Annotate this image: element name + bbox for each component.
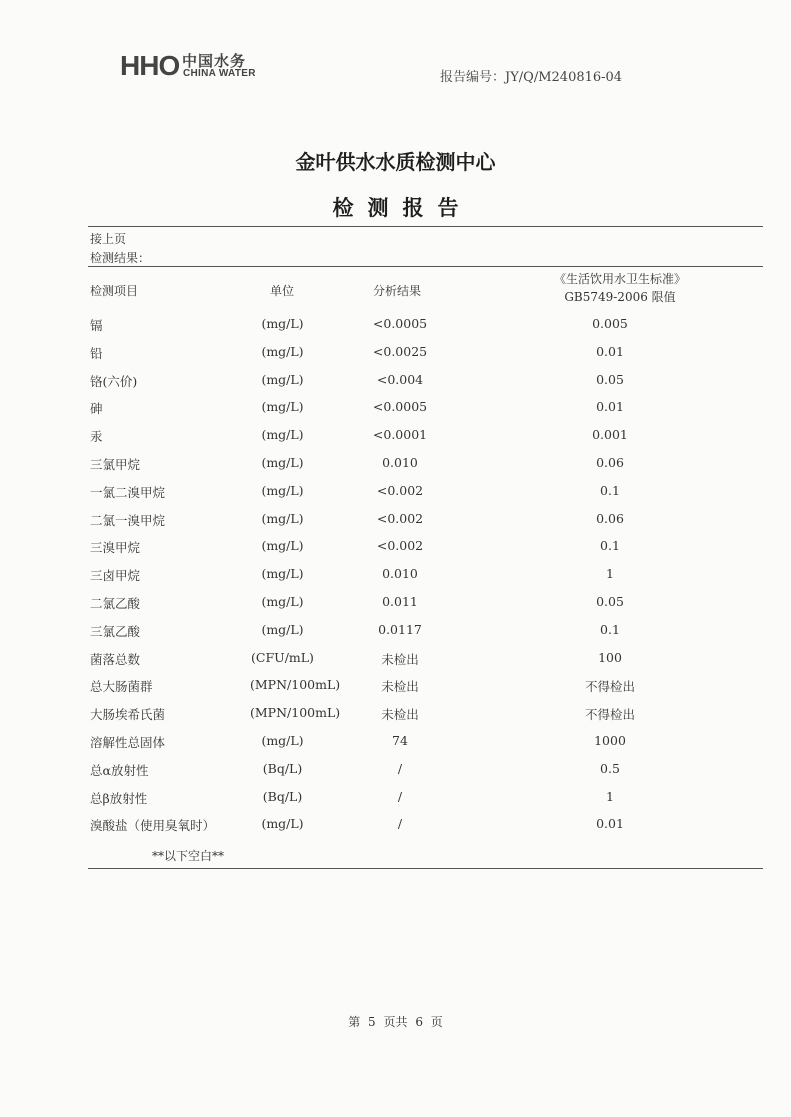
row-result: <0.004 <box>376 371 424 387</box>
row-limit: 0.06 <box>596 510 624 526</box>
column-header-unit: 单位 <box>270 284 295 298</box>
row-unit: (mg/L) <box>261 566 304 582</box>
table-row <box>0 566 791 586</box>
row-unit: (mg/L) <box>261 621 304 637</box>
row-item: 一氯二溴甲烷 <box>90 484 166 500</box>
row-unit: (mg/L) <box>261 343 304 359</box>
row-unit: (Bq/L) <box>262 788 303 804</box>
row-limit: 0.1 <box>600 621 620 637</box>
row-limit: 1 <box>606 566 614 582</box>
table-row <box>0 483 791 503</box>
row-item: 溶解性总固体 <box>90 735 166 750</box>
row-unit: (Bq/L) <box>262 760 303 776</box>
row-result: 未检出 <box>381 651 419 667</box>
organization-name: 金叶供水水质检测中心 <box>295 150 496 174</box>
row-result: 0.011 <box>382 594 418 609</box>
row-limit: 0.01 <box>596 816 624 832</box>
row-result: / <box>397 788 403 804</box>
row-limit: 0.06 <box>596 455 624 470</box>
table-row <box>0 399 791 419</box>
row-result: <0.002 <box>376 538 424 554</box>
table-row <box>0 511 791 531</box>
row-item: 大肠埃希氏菌 <box>90 707 166 723</box>
row-limit: 1000 <box>594 733 626 748</box>
row-unit: (MPN/100mL) <box>250 677 341 693</box>
row-limit: 100 <box>598 649 622 665</box>
row-unit: (mg/L) <box>261 816 304 832</box>
row-unit: (mg/L) <box>261 510 304 526</box>
table-row <box>0 816 791 836</box>
row-result: 74 <box>392 733 408 748</box>
row-unit: (mg/L) <box>261 399 304 415</box>
row-item: 二氯一溴甲烷 <box>90 512 166 528</box>
row-limit: 0.1 <box>600 482 620 498</box>
table-row <box>0 594 791 614</box>
row-item: 三溴甲烷 <box>90 540 141 556</box>
row-item: 总α放射性 <box>90 762 149 778</box>
row-result: 未检出 <box>381 707 419 723</box>
table-row <box>0 622 791 642</box>
row-item: 三氯乙酸 <box>90 623 141 639</box>
table-row <box>0 677 791 697</box>
row-item: 三氯甲烷 <box>90 457 141 472</box>
row-item: 三卤甲烷 <box>90 568 141 584</box>
row-result: <0.0025 <box>372 343 428 359</box>
row-item: 铬(六价) <box>90 373 138 389</box>
table-row <box>0 705 791 725</box>
row-limit: 0.5 <box>600 760 620 776</box>
row-unit: (mg/L) <box>261 427 304 443</box>
row-unit: (mg/L) <box>261 594 304 609</box>
header-rule <box>88 266 763 267</box>
row-item: 总大肠菌群 <box>90 679 153 695</box>
row-result: / <box>397 816 403 832</box>
table-row <box>0 761 791 781</box>
row-limit: 不得检出 <box>584 679 635 695</box>
row-limit: 0.05 <box>596 371 624 387</box>
document-title: 检测报告 <box>332 196 473 220</box>
row-limit: 0.001 <box>592 427 628 443</box>
table-row <box>0 344 791 364</box>
bottom-rule <box>88 868 763 869</box>
row-unit: (mg/L) <box>261 371 304 387</box>
row-unit: (CFU/mL) <box>251 649 314 665</box>
row-result: 未检出 <box>381 679 419 695</box>
table-row <box>0 789 791 809</box>
row-item: 镉 <box>90 318 103 333</box>
row-limit: 0.005 <box>592 316 628 331</box>
row-unit: (MPN/100mL) <box>250 705 341 721</box>
row-unit: (mg/L) <box>261 482 304 498</box>
top-rule <box>88 226 763 227</box>
table-row <box>0 538 791 558</box>
table-row <box>0 427 791 447</box>
standard-name: 《生活饮用水卫生标准》 <box>553 272 686 286</box>
row-item: 菌落总数 <box>90 651 141 667</box>
row-item: 总β放射性 <box>90 790 148 806</box>
standard-code: GB5749-2006 限值 <box>564 290 676 304</box>
row-result: <0.002 <box>376 510 424 526</box>
table-row <box>0 372 791 392</box>
row-result: <0.0005 <box>372 399 428 415</box>
row-limit: 0.01 <box>596 399 624 415</box>
continued-label: 接上页 <box>90 232 127 246</box>
row-limit: 0.1 <box>600 538 620 554</box>
row-result: 0.010 <box>382 455 418 470</box>
row-unit: (mg/L) <box>261 455 304 470</box>
table-row <box>0 455 791 475</box>
row-unit: (mg/L) <box>261 733 304 748</box>
row-limit: 不得检出 <box>584 707 635 723</box>
row-limit: 1 <box>606 788 614 804</box>
row-result: <0.0005 <box>372 316 428 331</box>
row-result: 0.0117 <box>378 621 422 637</box>
results-label: 检测结果： <box>90 251 151 265</box>
row-limit: 0.05 <box>596 594 624 609</box>
row-item: 砷 <box>90 401 103 417</box>
china-water-logo <box>120 50 270 84</box>
row-unit: (mg/L) <box>261 538 304 554</box>
row-item: 铅 <box>90 345 103 361</box>
table-row <box>0 316 791 336</box>
row-item: 二氯乙酸 <box>90 596 141 611</box>
row-item: 溴酸盐（使用臭氧时） <box>90 818 216 834</box>
column-header-standard <box>520 270 720 306</box>
table-row <box>0 650 791 670</box>
logo-mark: HHO <box>120 50 180 81</box>
page-footer: 第 5 页共 6 页 <box>348 1015 443 1029</box>
row-result: <0.0001 <box>372 427 428 443</box>
report-number: 报告编号：JY/Q/M240816-04 <box>440 70 623 85</box>
row-result: 0.010 <box>382 566 418 582</box>
logo-chinese-name: 中国水务 <box>182 52 247 70</box>
row-item: 汞 <box>90 429 103 445</box>
row-unit: (mg/L) <box>261 316 304 331</box>
table-row <box>0 733 791 753</box>
logo-english-name: CHINA WATER <box>183 68 256 79</box>
row-limit: 0.01 <box>596 343 624 359</box>
row-result: <0.002 <box>376 482 424 498</box>
row-result: / <box>397 760 403 776</box>
column-header-item: 检测项目 <box>90 284 139 298</box>
end-note: **以下空白** <box>152 849 225 863</box>
column-header-result: 分析结果 <box>373 284 422 298</box>
